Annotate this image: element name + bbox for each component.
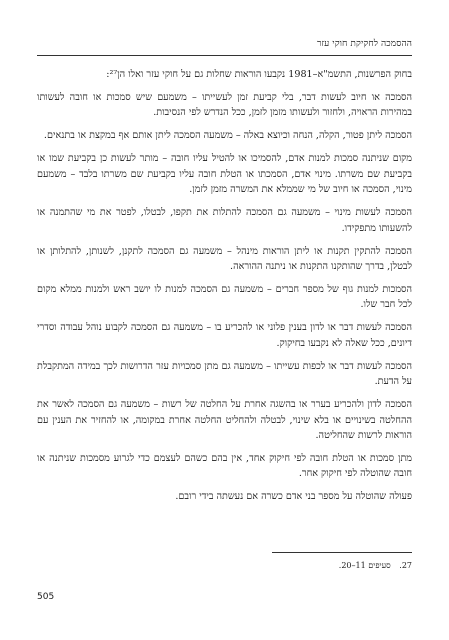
footnote-text: סעיפים 11–20. <box>338 561 391 570</box>
paragraph: הסמכה לעשות דבר או לכפות עשייתו – משמעה גם מתן סמכויות עזר הדרושות לכך במידה המתקבלת על הדעת. <box>37 360 412 388</box>
paragraph: הסמכה לעשות דבר או לדון בענין פלוני או להכריע בו – משמעה גם הסמכה לקבוע נוהל עבודה וסדרי דיונים, ככל שאלה לא נקבעו בחיקוק. <box>37 322 412 349</box>
running-header: ההסמכה לחקיקת חוקי עזר <box>316 39 412 49</box>
paragraph: הסמכות למנות גוף של מספר חברים – משמעה גם הסמכה למנות לו יושב ראש ולמנות ממלא מקום לכל חבר שלו. <box>37 284 412 311</box>
paragraph: בחוק הפרשנות, התשמ"א–1981 נקבעו הוראות שחלות גם על חוקי עזר ואלו הן²⁷: <box>106 69 412 80</box>
paragraph: הסמכה או חיוב לעשות דבר, בלי קביעת זמן לעשייתו – משמעם שיש סמכות או חובה לעשותו במהירות הראויה, ולחזור ולעשותו מזמן לזמן, ככל הנדרש לפי הנסיבות. <box>37 92 412 119</box>
footnote-number: 27. <box>399 561 412 570</box>
page-number: 505 <box>37 592 55 602</box>
paragraph: הסמכה להתקין תקנות או ליתן הוראות מינהל – משמעה גם הסמכה לתקנן, לשנותן, להתלותן או לבטלן, בדרך שהותקנו התקנות או ניתנה ההוראה. <box>37 245 412 273</box>
footnote <box>339 561 412 570</box>
paragraph: הסמכה ליתן פטור, הקלה, הנחה וכיוצא באלה – משמעה הסמכה ליתן אותם אף במקצת או בתנאים. <box>43 130 412 142</box>
paragraph: מתן סמכות או הטלת חובה לפי חיקוק אחד, אין בהם כשהם לעצמם כדי לגרוע מסמכות שניתנה או חובה שהוטלה לפי חיקוק אחר. <box>37 453 412 480</box>
body-text <box>37 67 412 512</box>
paragraph: הסמכה לעשות מינוי – משמעה גם הסמכה להתלות את תקפו, לבטלו, לפטר את מי שהתמנה או להשעותו מתפקידו. <box>37 207 412 234</box>
footnote-divider <box>272 552 412 553</box>
paragraph: הסמכה לדון ולהכריע בערר או בהשגה אחרת על החלטה של רשות – משמעה גם הסמכה לאשר את ההחלטה בשינויים או בלא שינוי, לבטלה ולהחליט החלטה אחרת במקומה, או להחזיר את הענין עם הוראות לרשות שהחליטה. <box>37 399 412 442</box>
header-divider <box>37 55 412 56</box>
paragraph: מקום שניתנה סמכות למנות אדם, להסמיכו או להטיל עליו חובה – מותר לעשות כן בקביעת שמו או בקביעת שם משרתו. מינוי אדם, הסמכתו או הטלת חובה עליו בקביעת שם משרתו בלבד – משמעם מינוי, הסמכה או חיוב של מי שממלא את המשרה מזמן לזמן. <box>37 153 412 196</box>
paragraph: פעולה שהוטלה על מספר בני אדם כשרה אם נעשתה בידי רובם. <box>175 491 412 503</box>
